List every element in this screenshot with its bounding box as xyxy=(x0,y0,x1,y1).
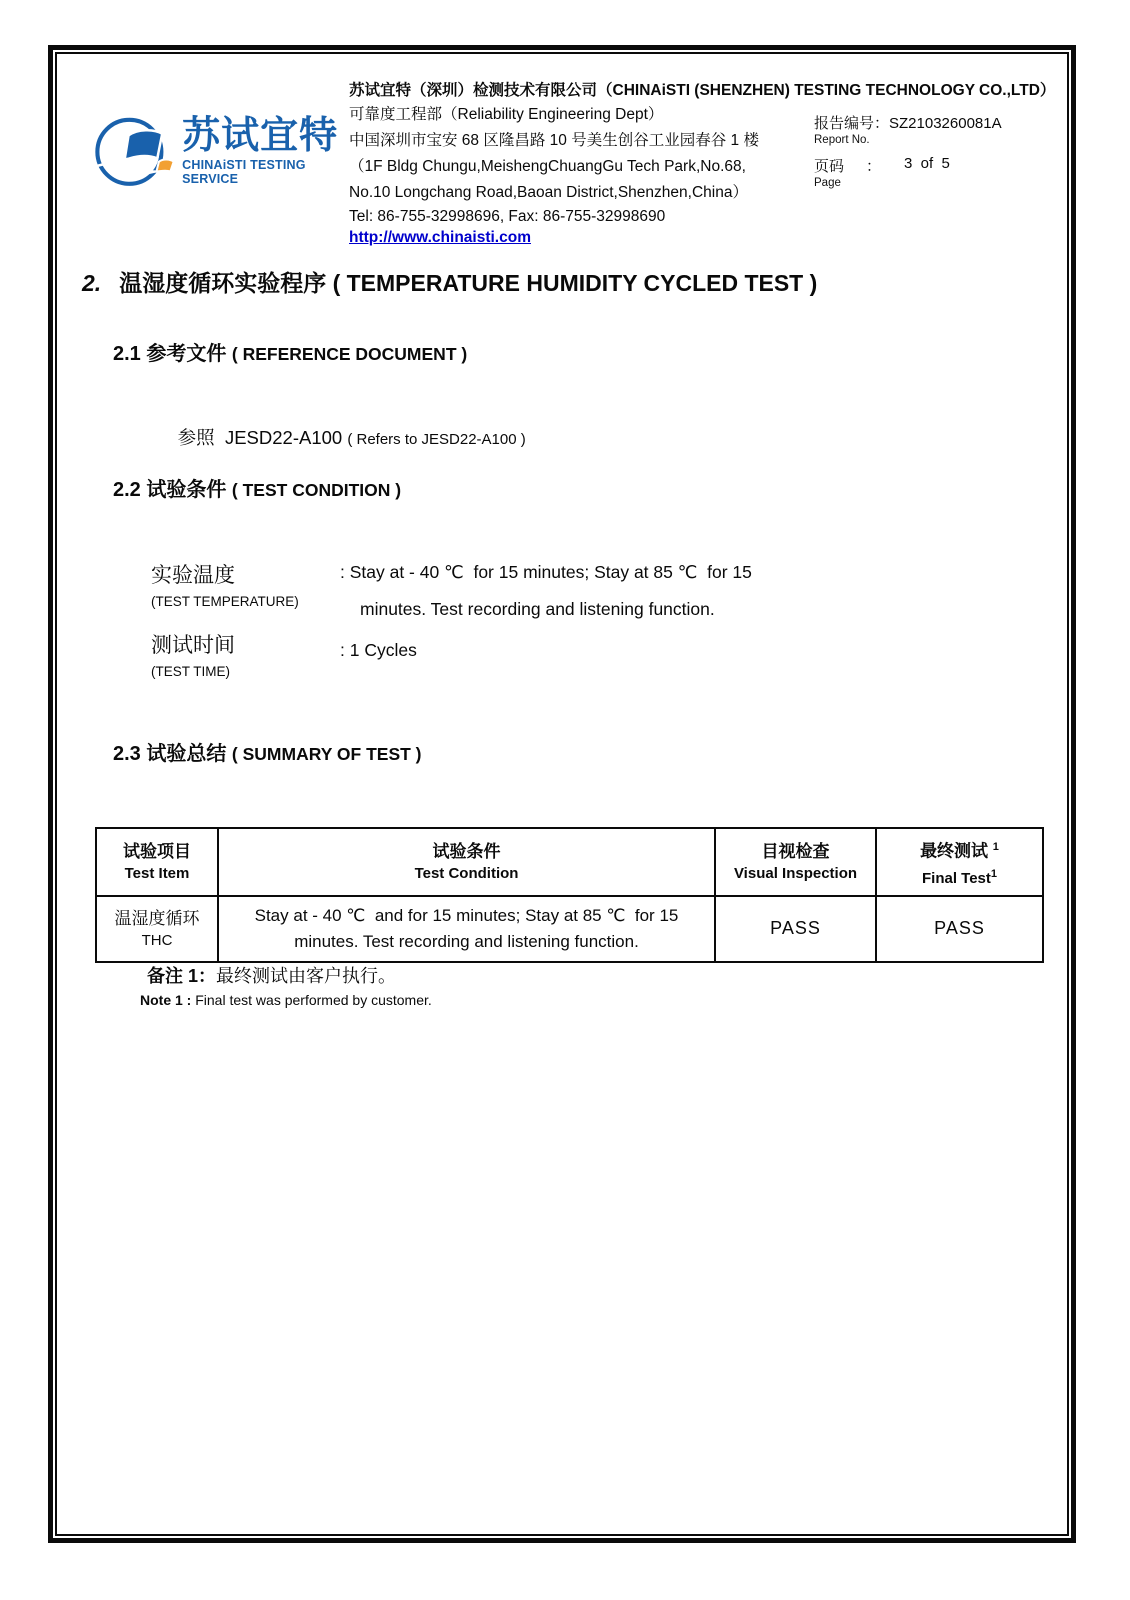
section-2-3-heading-en: ( SUMMARY OF TEST ) xyxy=(231,744,422,764)
report-page xyxy=(55,52,1069,1536)
page-border xyxy=(48,45,1076,1543)
page-colon: ： xyxy=(866,158,882,175)
cell-final-test-result: PASS xyxy=(876,896,1043,962)
report-no-sublabel: Report No. xyxy=(814,134,870,146)
report-meta-block xyxy=(814,112,1054,189)
report-no-label: 报告编号： xyxy=(814,115,890,132)
page-value: 3 of 5 xyxy=(904,155,950,172)
note-1-en: Note 1 : Final test was performed by customer. xyxy=(140,992,432,1008)
page-sublabel: Page xyxy=(814,177,841,189)
report-no-value: SZ2103260081A xyxy=(889,115,1002,132)
section-2-3-heading-cn: 2.3 试验总结 xyxy=(113,743,232,765)
section-2-1-title xyxy=(113,337,467,366)
reference-document-line xyxy=(151,406,526,468)
reference-standard: 参照 JESD22-A100 xyxy=(177,427,348,448)
address-cn: 中国深圳市宝安 68 区隆昌路 10 号美生创谷工业园春谷 1 楼 xyxy=(349,132,759,149)
section-2-1-heading-cn: 2.1 参考文件 xyxy=(113,343,232,365)
summary-table xyxy=(95,827,1044,963)
test-temperature-value-line1: : Stay at - 40 ℃ for 15 minutes; Stay at 85 ℃ for 15 xyxy=(340,562,752,582)
website-link[interactable]: http://www.chinaisti.com xyxy=(349,229,531,246)
header-test-condition: 试验条件 Test Condition xyxy=(218,828,715,896)
address-en-line2: No.10 Longchang Road,Baoan District,Shenzhen,China） xyxy=(349,184,748,201)
section-2-2-heading-cn: 2.2 试验条件 xyxy=(113,479,232,501)
logo-text xyxy=(182,116,340,186)
note-1-cn: 备注 1：最终测试由客户执行。 xyxy=(147,966,397,986)
section-2-title xyxy=(82,265,817,298)
test-temperature-label-en: (TEST TEMPERATURE) xyxy=(151,594,299,609)
cell-test-condition: Stay at - 40 ℃ and for 15 minutes; Stay at 85 ℃ for 15 minutes. Test recording and listening function. xyxy=(218,896,715,962)
report-no-line xyxy=(814,112,1054,133)
header-test-item: 试验项目 Test Item xyxy=(96,828,218,896)
test-time-value: : 1 Cycles xyxy=(340,640,417,660)
table-row xyxy=(96,896,1043,962)
header-final-test: 最终测试 $^1$ Final Test$^1$ xyxy=(876,828,1043,896)
page-label: 页码 xyxy=(814,158,845,175)
address-en-line1: （1F Bldg Chungu,MeishengChuangGu Tech Park,No.68, xyxy=(349,158,746,175)
table-header-row xyxy=(96,828,1043,896)
section-2-number: 2. xyxy=(82,270,102,296)
section-2-heading: 温湿度循环实验程序 ( TEMPERATURE HUMIDITY CYCLED TEST ) xyxy=(119,270,818,296)
logo-cn-text: 苏试宜特 xyxy=(182,115,339,157)
cell-test-item: 温湿度循环 THC xyxy=(96,896,218,962)
header-visual-inspection: 目视检查 Visual Inspection xyxy=(715,828,876,896)
logo-en-text: CHINAiSTI TESTING SERVICE xyxy=(182,158,306,186)
chinaisti-logo xyxy=(90,106,340,196)
section-2-3-title xyxy=(113,737,422,766)
page-number-line xyxy=(814,155,1054,176)
reference-standard-en: ( Refers to JESD22-A100 ) xyxy=(347,431,526,448)
section-2-1-heading-en: ( REFERENCE DOCUMENT ) xyxy=(231,344,468,364)
company-name: 苏试宜特（深圳）检测技术有限公司（CHINAiSTI (SHENZHEN) TESTING TECHNOLOGY CO.,LTD） xyxy=(349,82,1056,99)
tel-fax-line: Tel: 86-755-32998696, Fax: 86-755-32998690 xyxy=(349,208,666,225)
test-time-label-cn: 测试时间 xyxy=(151,634,235,657)
logo-mark-icon xyxy=(90,106,176,196)
department-line: 可靠度工程部（Reliability Engineering Dept） xyxy=(349,106,664,123)
test-temperature-value-line2: minutes. Test recording and listening function. xyxy=(360,599,715,619)
section-2-2-title xyxy=(113,473,401,502)
test-time-label-en: (TEST TIME) xyxy=(151,664,231,679)
cell-visual-inspection-result: PASS xyxy=(715,896,876,962)
section-2-2-heading-en: ( TEST CONDITION ) xyxy=(231,480,402,500)
test-temperature-label-cn: 实验温度 xyxy=(151,564,235,587)
